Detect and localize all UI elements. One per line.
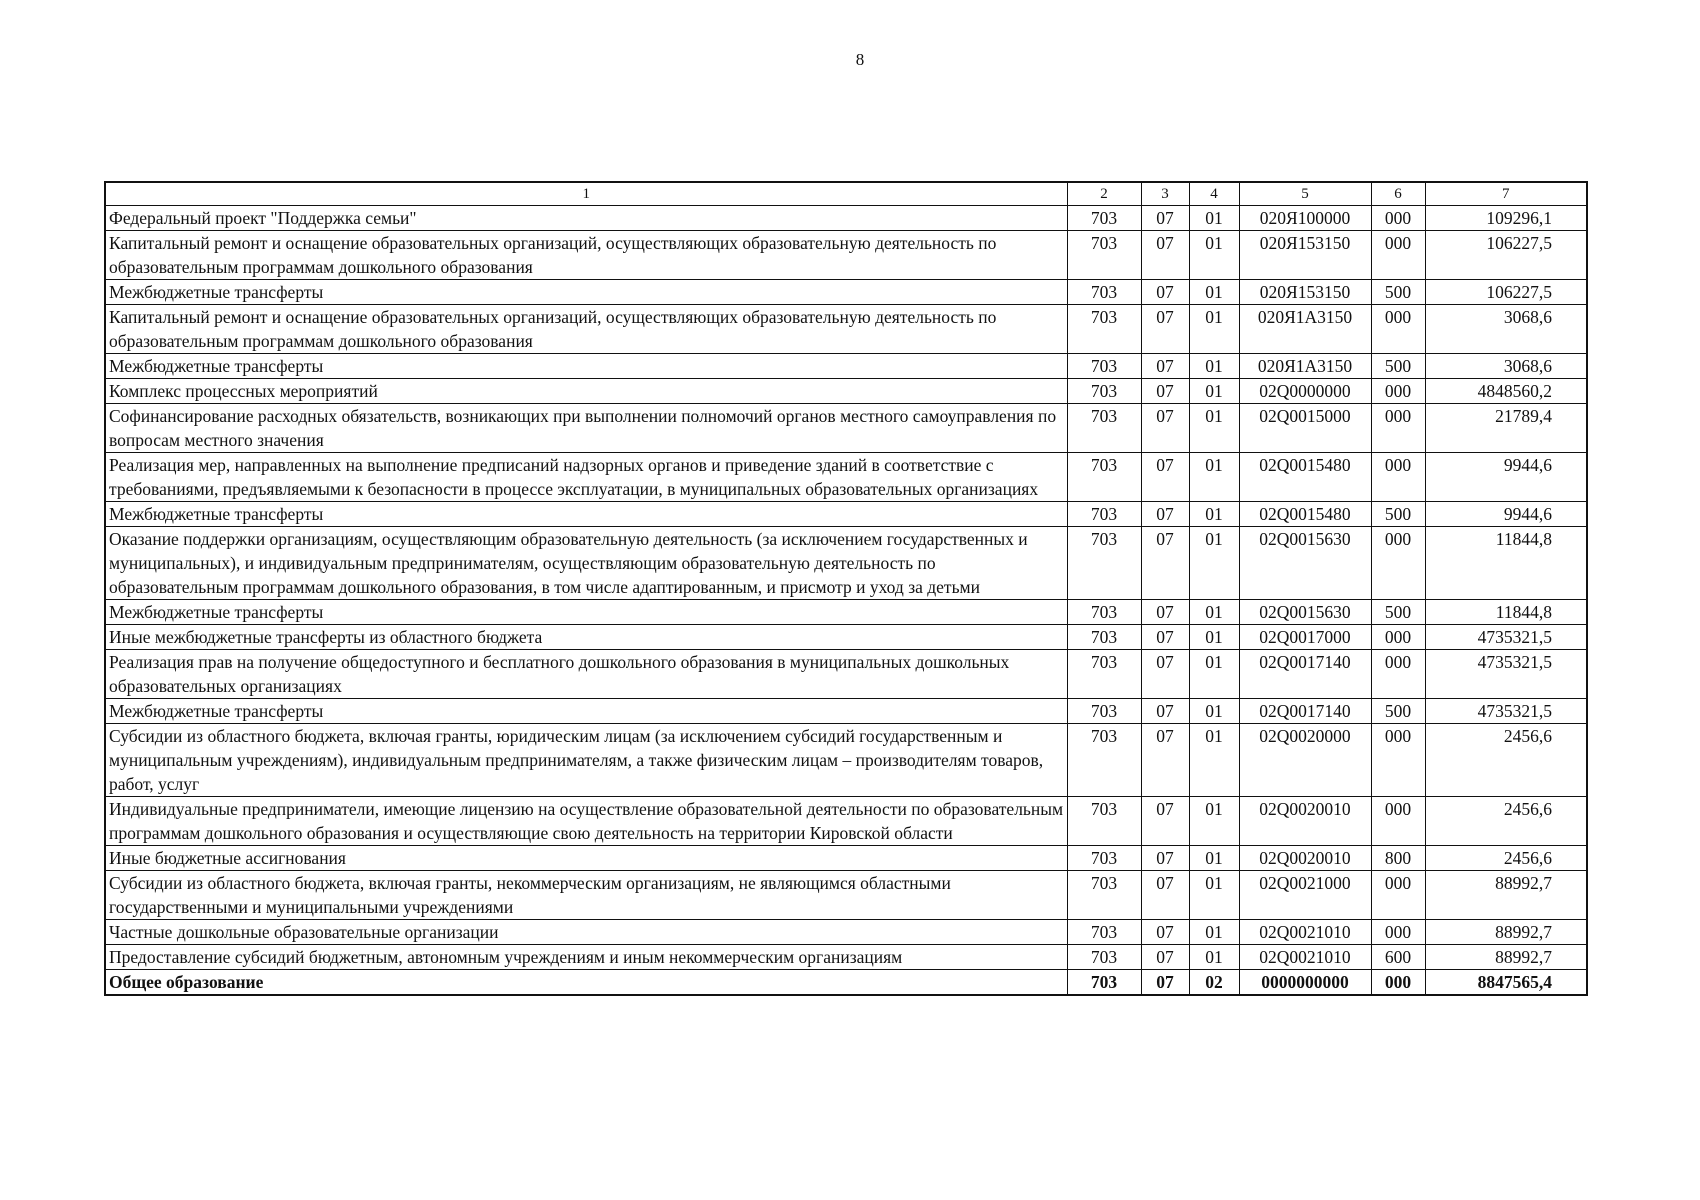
row-ministry-code: 703 [1067,502,1141,527]
row-target-code: 02Q0021010 [1239,945,1371,970]
row-section-code: 07 [1141,650,1189,699]
row-target-code: 02Q0021010 [1239,920,1371,945]
header-cell-7: 7 [1425,182,1587,206]
table-row [105,724,1587,797]
row-target-code: 020Я100000 [1239,206,1371,231]
row-section-code: 07 [1141,354,1189,379]
row-target-code: 0000000000 [1239,970,1371,996]
table-row [105,797,1587,846]
row-target-code: 02Q0015480 [1239,453,1371,502]
row-section-code: 07 [1141,404,1189,453]
row-expense-type-code: 000 [1371,920,1425,945]
row-name: Реализация прав на получение общедоступного и бесплатного дошкольного образования в муниципальных дошкольных образовательных организациях [105,650,1067,699]
row-ministry-code: 703 [1067,871,1141,920]
row-subsection-code: 01 [1189,379,1239,404]
row-target-code: 020Я1А3150 [1239,354,1371,379]
row-subsection-code: 01 [1189,280,1239,305]
row-name: Межбюджетные трансферты [105,280,1067,305]
table-row [105,231,1587,280]
row-name: Иные бюджетные ассигнования [105,846,1067,871]
row-ministry-code: 703 [1067,354,1141,379]
row-target-code: 02Q0017000 [1239,625,1371,650]
row-amount: 109296,1 [1425,206,1587,231]
row-amount: 2456,6 [1425,846,1587,871]
row-section-code: 07 [1141,280,1189,305]
row-section-code: 07 [1141,305,1189,354]
row-section-code: 07 [1141,625,1189,650]
row-section-code: 07 [1141,231,1189,280]
row-subsection-code: 01 [1189,846,1239,871]
table-row [105,527,1587,600]
row-name: Комплекс процессных мероприятий [105,379,1067,404]
row-ministry-code: 703 [1067,699,1141,724]
row-amount: 4848560,2 [1425,379,1587,404]
row-subsection-code: 01 [1189,945,1239,970]
row-expense-type-code: 600 [1371,945,1425,970]
page-number: 8 [855,50,865,69]
row-subsection-code: 01 [1189,920,1239,945]
row-target-code: 02Q0015000 [1239,404,1371,453]
row-name: Иные межбюджетные трансферты из областного бюджета [105,625,1067,650]
row-subsection-code: 01 [1189,404,1239,453]
row-ministry-code: 703 [1067,920,1141,945]
row-subsection-code: 01 [1189,871,1239,920]
row-expense-type-code: 000 [1371,404,1425,453]
row-section-code: 07 [1141,206,1189,231]
table-row [105,650,1587,699]
row-amount: 88992,7 [1425,945,1587,970]
row-ministry-code: 703 [1067,379,1141,404]
table-row [105,206,1587,231]
row-section-code: 07 [1141,600,1189,625]
row-subsection-code: 01 [1189,699,1239,724]
row-expense-type-code: 500 [1371,280,1425,305]
row-subsection-code: 01 [1189,231,1239,280]
row-amount: 8847565,4 [1425,970,1587,996]
row-expense-type-code: 000 [1371,871,1425,920]
row-amount: 4735321,5 [1425,699,1587,724]
row-expense-type-code: 000 [1371,206,1425,231]
row-ministry-code: 703 [1067,970,1141,996]
row-subsection-code: 01 [1189,600,1239,625]
row-name: Реализация мер, направленных на выполнение предписаний надзорных органов и приведение зданий в соответствие с требованиями, предъявляемыми к безопасности в процессе эксплуатации, в муниципальных образовательных организациях [105,453,1067,502]
row-expense-type-code: 000 [1371,724,1425,797]
row-expense-type-code: 800 [1371,846,1425,871]
table-row [105,453,1587,502]
row-amount: 11844,8 [1425,527,1587,600]
row-target-code: 020Я153150 [1239,231,1371,280]
header-cell-1: 1 [105,182,1067,206]
row-ministry-code: 703 [1067,453,1141,502]
row-section-code: 07 [1141,724,1189,797]
row-subsection-code: 01 [1189,502,1239,527]
row-section-code: 07 [1141,527,1189,600]
row-name: Межбюджетные трансферты [105,699,1067,724]
row-amount: 2456,6 [1425,797,1587,846]
header-cell-4: 4 [1189,182,1239,206]
row-name: Капитальный ремонт и оснащение образовательных организаций, осуществляющих образовательную деятельность по образовательным программам дошкольного образования [105,305,1067,354]
row-target-code: 02Q0020010 [1239,797,1371,846]
table-row [105,625,1587,650]
row-amount: 4735321,5 [1425,625,1587,650]
row-subsection-code: 01 [1189,305,1239,354]
table-row [105,379,1587,404]
row-subsection-code: 02 [1189,970,1239,996]
table-header-row [105,182,1587,206]
row-ministry-code: 703 [1067,280,1141,305]
row-expense-type-code: 500 [1371,600,1425,625]
row-target-code: 02Q0015630 [1239,600,1371,625]
row-amount: 21789,4 [1425,404,1587,453]
row-expense-type-code: 000 [1371,527,1425,600]
row-section-code: 07 [1141,797,1189,846]
row-section-code: 07 [1141,502,1189,527]
row-expense-type-code: 500 [1371,699,1425,724]
row-amount: 9944,6 [1425,502,1587,527]
row-ministry-code: 703 [1067,797,1141,846]
row-amount: 106227,5 [1425,231,1587,280]
row-amount: 11844,8 [1425,600,1587,625]
row-name: Межбюджетные трансферты [105,600,1067,625]
header-cell-6: 6 [1371,182,1425,206]
row-expense-type-code: 500 [1371,354,1425,379]
row-amount: 88992,7 [1425,871,1587,920]
row-expense-type-code: 000 [1371,453,1425,502]
row-amount: 2456,6 [1425,724,1587,797]
row-target-code: 020Я1А3150 [1239,305,1371,354]
row-name: Индивидуальные предприниматели, имеющие лицензию на осуществление образовательной деятельности по образовательным программам дошкольного образования и осуществляющие свою деятельность на территории Кировской области [105,797,1067,846]
table-row [105,699,1587,724]
table-row [105,945,1587,970]
row-subsection-code: 01 [1189,797,1239,846]
row-ministry-code: 703 [1067,724,1141,797]
row-expense-type-code: 000 [1371,797,1425,846]
budget-table [104,181,1588,996]
row-ministry-code: 703 [1067,625,1141,650]
table-row [105,920,1587,945]
row-expense-type-code: 000 [1371,650,1425,699]
row-name: Межбюджетные трансферты [105,502,1067,527]
row-expense-type-code: 000 [1371,625,1425,650]
row-name: Общее образование [105,970,1067,996]
row-name: Оказание поддержки организациям, осуществляющим образовательную деятельность (за исключением государственных и муниципальных), и индивидуальным предпринимателям, осуществляющим образовательную деятельность по образовательным программам дошкольного образования, в том числе адаптированным, и присмотр и уход за детьми [105,527,1067,600]
row-expense-type-code: 000 [1371,231,1425,280]
row-name: Федеральный проект "Поддержка семьи" [105,206,1067,231]
row-target-code: 02Q0021000 [1239,871,1371,920]
row-target-code: 02Q0000000 [1239,379,1371,404]
table-row [105,846,1587,871]
table-total-row [105,970,1587,996]
row-subsection-code: 01 [1189,453,1239,502]
row-target-code: 02Q0015480 [1239,502,1371,527]
row-section-code: 07 [1141,945,1189,970]
row-section-code: 07 [1141,846,1189,871]
row-amount: 3068,6 [1425,354,1587,379]
row-ministry-code: 703 [1067,650,1141,699]
row-target-code: 02Q0020010 [1239,846,1371,871]
row-ministry-code: 703 [1067,527,1141,600]
row-ministry-code: 703 [1067,945,1141,970]
row-subsection-code: 01 [1189,527,1239,600]
row-target-code: 02Q0015630 [1239,527,1371,600]
header-cell-2: 2 [1067,182,1141,206]
row-section-code: 07 [1141,699,1189,724]
row-name: Частные дошкольные образовательные организации [105,920,1067,945]
row-section-code: 07 [1141,871,1189,920]
row-expense-type-code: 000 [1371,379,1425,404]
header-cell-5: 5 [1239,182,1371,206]
row-ministry-code: 703 [1067,404,1141,453]
row-amount: 88992,7 [1425,920,1587,945]
table-row [105,354,1587,379]
table-row [105,404,1587,453]
table-row [105,280,1587,305]
row-amount: 4735321,5 [1425,650,1587,699]
row-ministry-code: 703 [1067,305,1141,354]
row-target-code: 020Я153150 [1239,280,1371,305]
row-amount: 3068,6 [1425,305,1587,354]
row-name: Межбюджетные трансферты [105,354,1067,379]
row-name: Субсидии из областного бюджета, включая гранты, некоммерческим организациям, не являющимся областными государственными и муниципальными учреждениями [105,871,1067,920]
row-subsection-code: 01 [1189,724,1239,797]
header-cell-3: 3 [1141,182,1189,206]
row-subsection-code: 01 [1189,206,1239,231]
row-subsection-code: 01 [1189,625,1239,650]
row-ministry-code: 703 [1067,600,1141,625]
row-target-code: 02Q0020000 [1239,724,1371,797]
row-name: Предоставление субсидий бюджетным, автономным учреждениям и иным некоммерческим организациям [105,945,1067,970]
row-amount: 9944,6 [1425,453,1587,502]
row-subsection-code: 01 [1189,354,1239,379]
row-expense-type-code: 500 [1371,502,1425,527]
table-row [105,871,1587,920]
row-name: Субсидии из областного бюджета, включая гранты, юридическим лицам (за исключением субсидий государственным и муниципальным учреждениям), индивидуальным предпринимателям, а также физическим лицам – производителям товаров, работ, услуг [105,724,1067,797]
table-row [105,502,1587,527]
row-section-code: 07 [1141,453,1189,502]
row-amount: 106227,5 [1425,280,1587,305]
row-section-code: 07 [1141,920,1189,945]
row-ministry-code: 703 [1067,231,1141,280]
row-ministry-code: 703 [1067,206,1141,231]
row-expense-type-code: 000 [1371,970,1425,996]
row-subsection-code: 01 [1189,650,1239,699]
table-row [105,305,1587,354]
row-target-code: 02Q0017140 [1239,650,1371,699]
row-expense-type-code: 000 [1371,305,1425,354]
row-section-code: 07 [1141,379,1189,404]
row-name: Софинансирование расходных обязательств, возникающих при выполнении полномочий органов местного самоуправления по вопросам местного значения [105,404,1067,453]
row-target-code: 02Q0017140 [1239,699,1371,724]
row-name: Капитальный ремонт и оснащение образовательных организаций, осуществляющих образовательную деятельность по образовательным программам дошкольного образования [105,231,1067,280]
row-ministry-code: 703 [1067,846,1141,871]
row-section-code: 07 [1141,970,1189,996]
table-row [105,600,1587,625]
